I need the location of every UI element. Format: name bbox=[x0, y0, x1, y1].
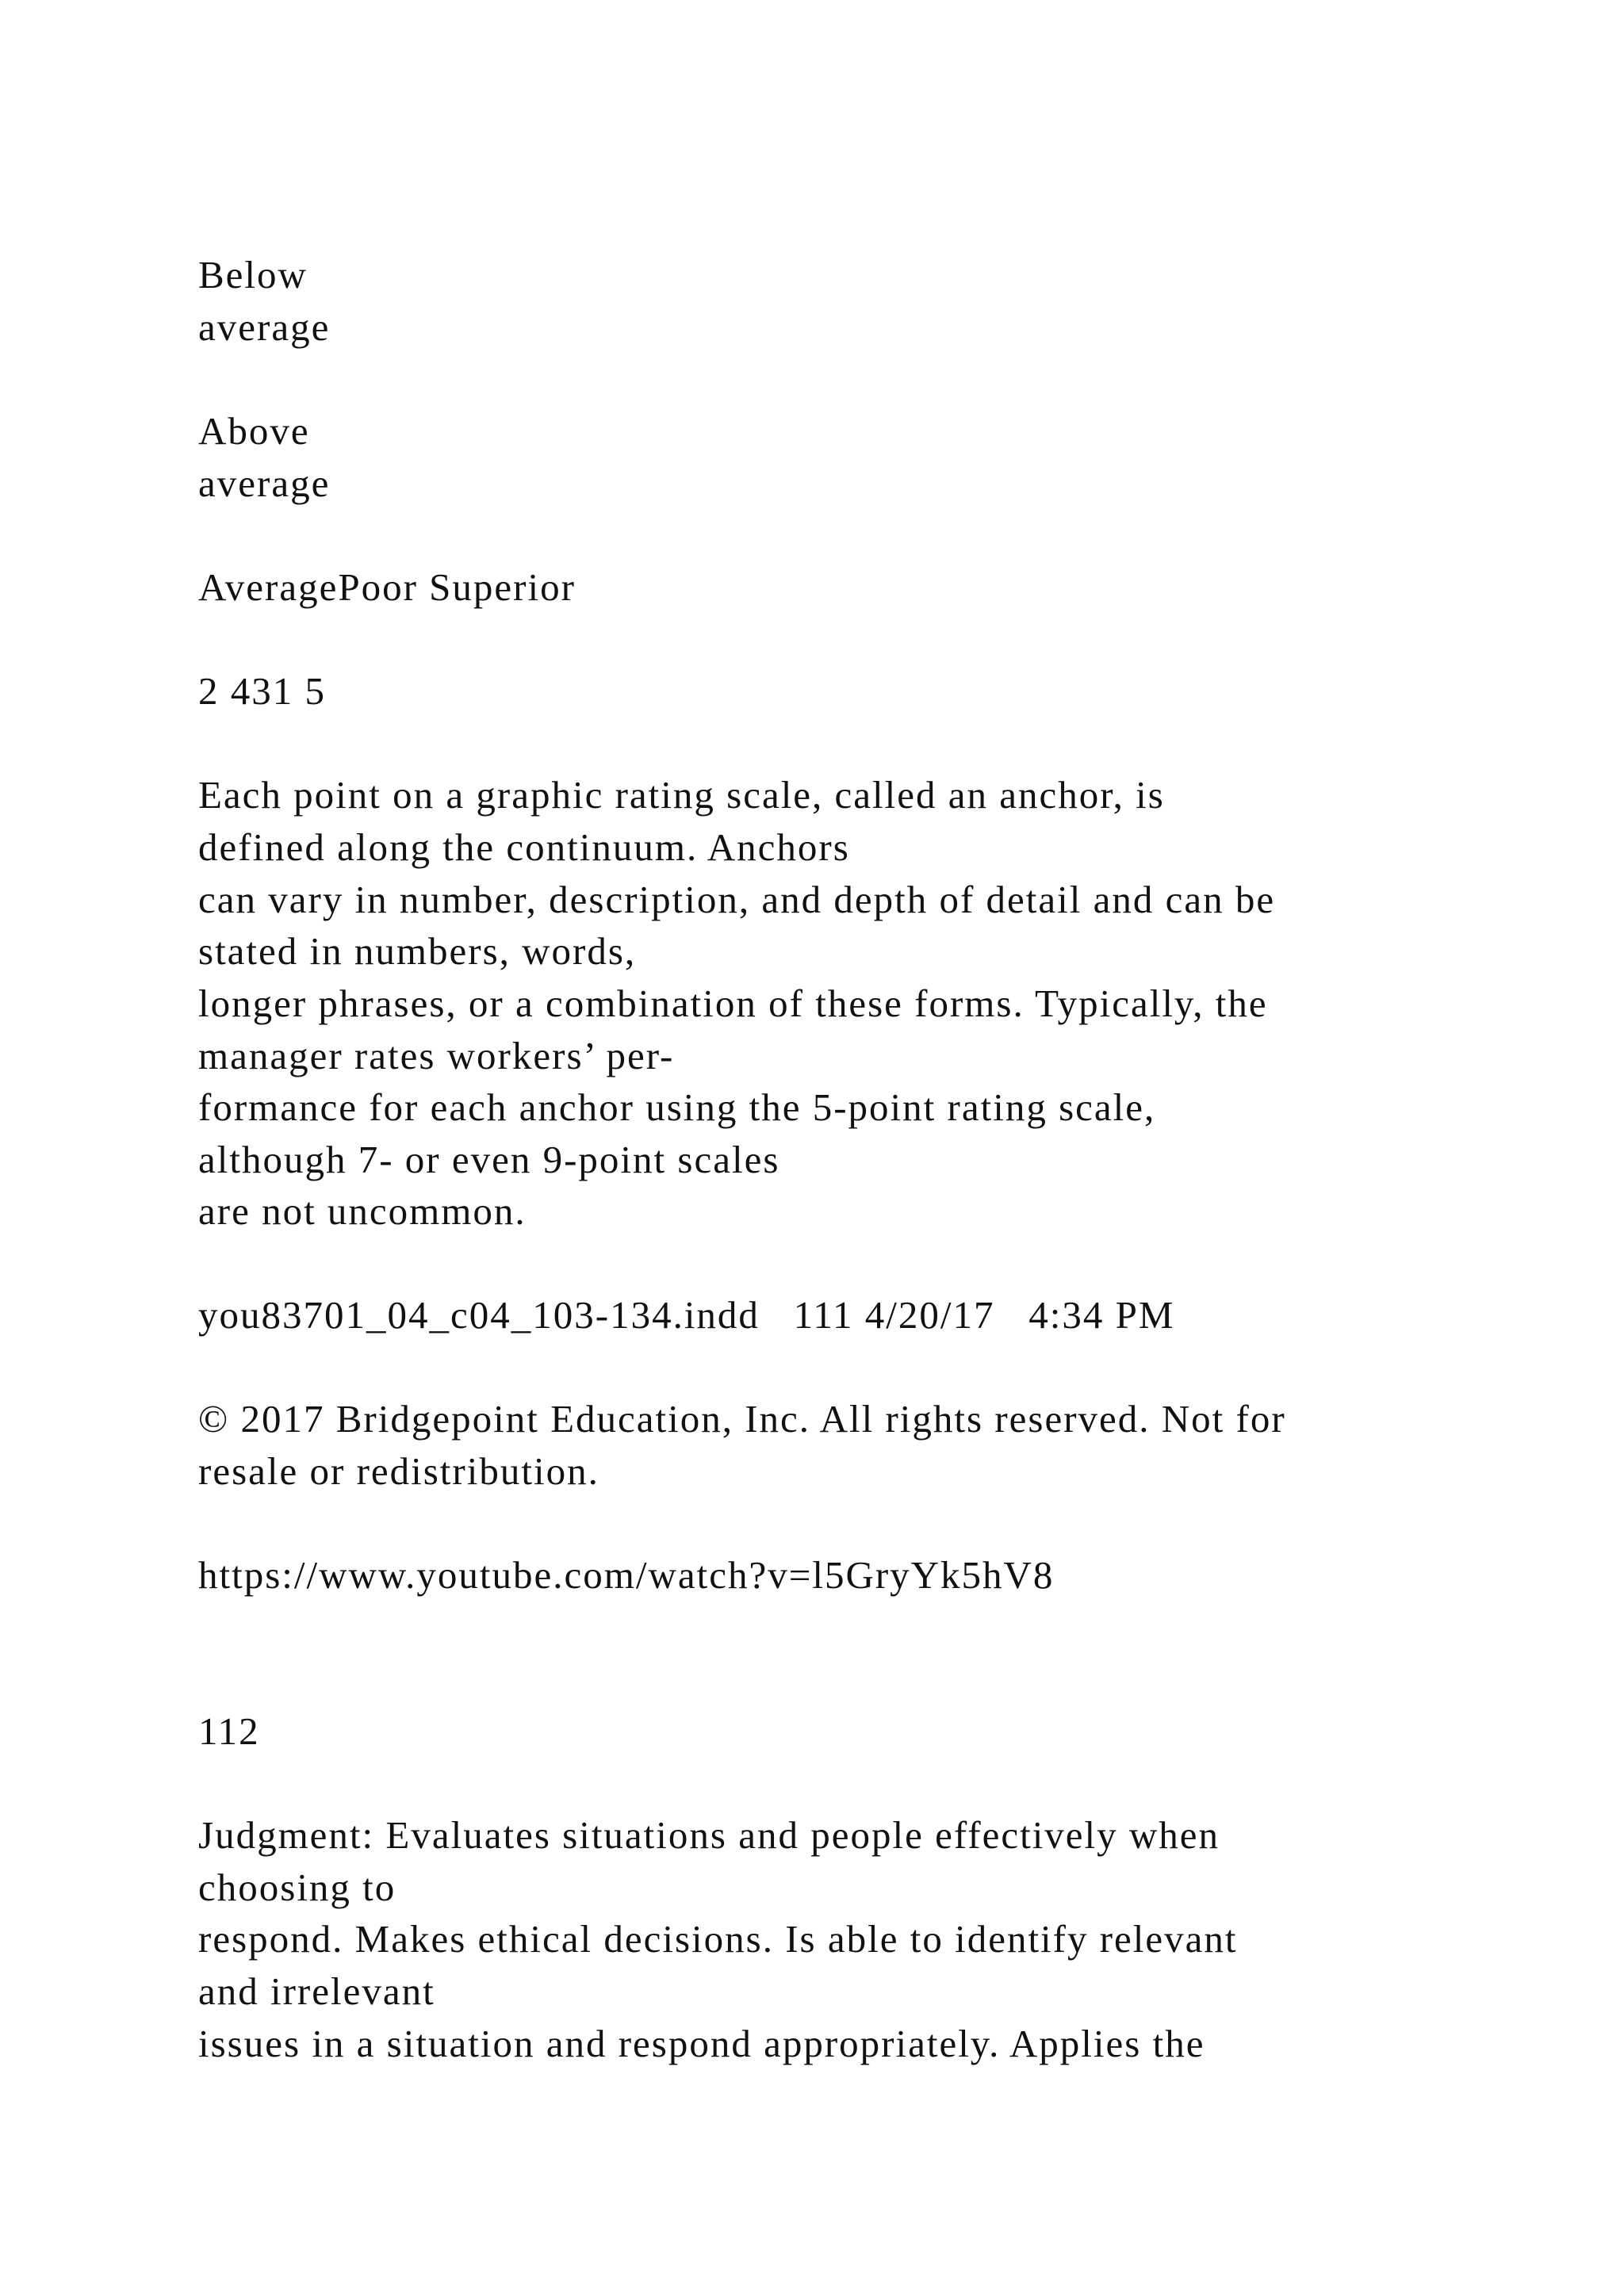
copyright-line: © 2017 Bridgepoint Education, Inc. All rights reserved. Not for bbox=[198, 1397, 1286, 1441]
body-line: and irrelevant bbox=[198, 1969, 435, 2013]
body-line: longer phrases, or a combination of these forms. Typically, the bbox=[198, 982, 1268, 1025]
file-info-line: you83701_04_c04_103-134.indd 111 4/20/17 4:34 PM bbox=[198, 1293, 1175, 1337]
body-line: are not uncommon. bbox=[198, 1189, 527, 1233]
body-line: respond. Makes ethical decisions. Is able to identify relevant bbox=[198, 1917, 1238, 1961]
body-line: formance for each anchor using the 5-point rating scale, bbox=[198, 1085, 1156, 1129]
body-line: choosing to bbox=[198, 1866, 396, 1909]
rating-numbers-row: 2 431 5 bbox=[198, 669, 326, 713]
page-number: 112 bbox=[198, 1709, 260, 1753]
body-line: issues in a situation and respond appropriately. Applies the bbox=[198, 2022, 1205, 2065]
rating-label-below: Below bbox=[198, 253, 308, 297]
rating-labels-row: AveragePoor Superior bbox=[198, 565, 576, 609]
rating-label-average-1: average bbox=[198, 305, 331, 349]
body-line: although 7- or even 9-point scales bbox=[198, 1138, 780, 1181]
body-line: Judgment: Evaluates situations and people effectively when bbox=[198, 1813, 1220, 1857]
video-link[interactable]: https://www.youtube.com/watch?v=l5GryYk5hV8 bbox=[198, 1553, 1055, 1597]
body-line: manager rates workers’ per- bbox=[198, 1034, 675, 1077]
body-line: defined along the continuum. Anchors bbox=[198, 825, 850, 869]
rating-label-above: Above bbox=[198, 409, 310, 453]
body-line: stated in numbers, words, bbox=[198, 929, 637, 973]
body-line: Each point on a graphic rating scale, called an anchor, is bbox=[198, 773, 1165, 817]
rating-label-average-2: average bbox=[198, 461, 331, 505]
body-line: can vary in number, description, and depth of detail and can be bbox=[198, 878, 1276, 921]
copyright-line: resale or redistribution. bbox=[198, 1449, 599, 1493]
